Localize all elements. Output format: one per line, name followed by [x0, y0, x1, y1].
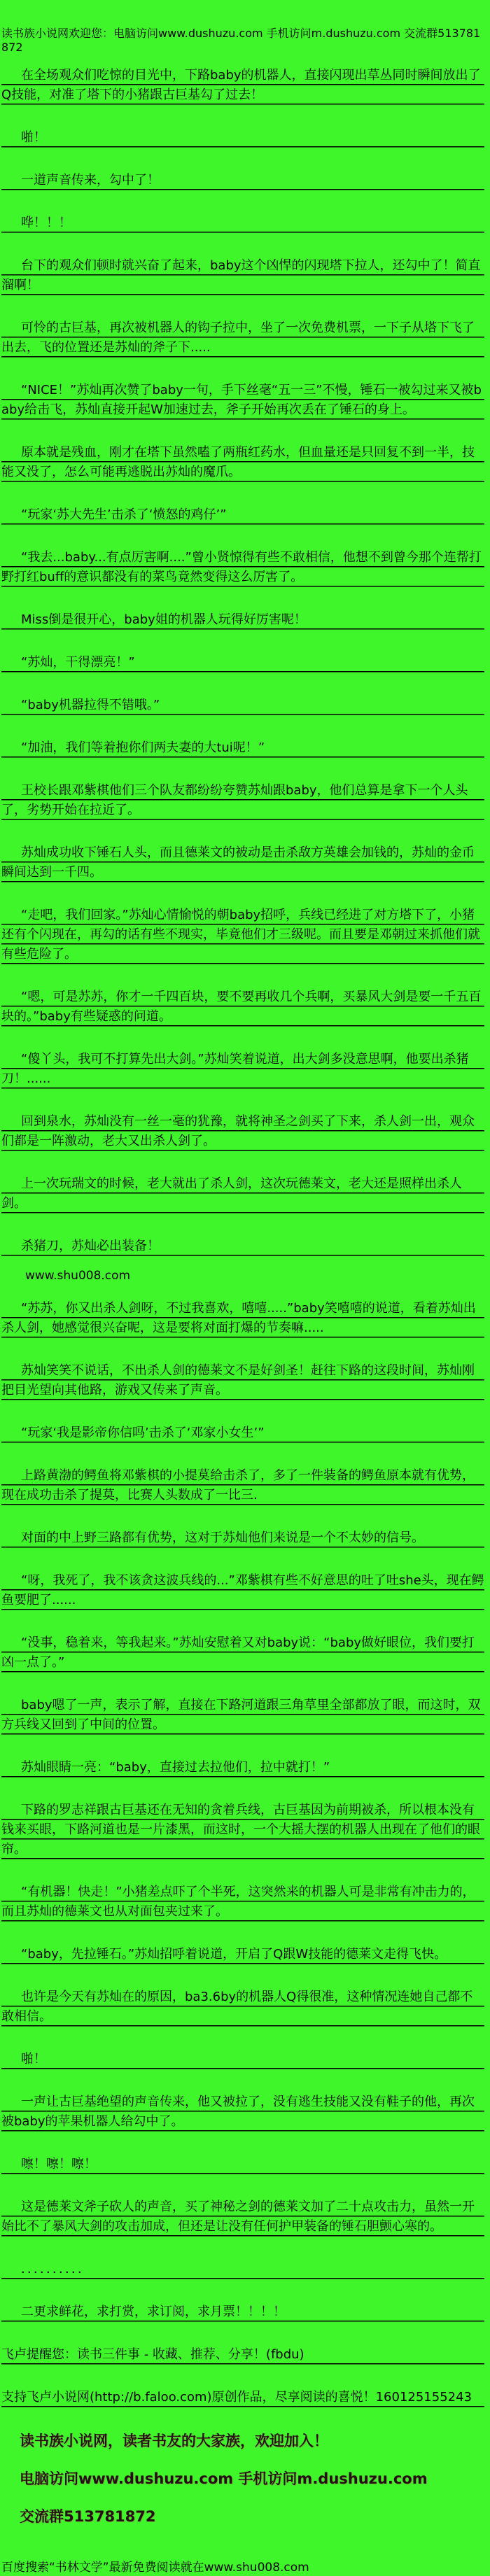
paragraph: 回到泉水，苏灿没有一丝一毫的犹豫，就将神圣之剑买了下来，杀人剑一出，观众们都是一阵激动，老大又出杀人剑了。	[1, 1112, 484, 1151]
dialogue-paragraph: “苏灿，干得漂亮！”	[1, 653, 484, 673]
dialogue-paragraph: “没事，稳着来，等我起来。”苏灿安慰着又对baby说：“baby做好眼位，我们要打凶一点了。”	[1, 1633, 484, 1673]
kill-announcement: “玩家‘我是影帝你信吗’击杀了‘邓家小女生’”	[1, 1423, 484, 1443]
paragraph: 苏灿成功收下锤石人头，而且德莱文的被动是击杀敌方英雄会加钱的，苏灿的金币瞬间达到一千四。	[1, 843, 484, 882]
paragraph: 原本就是残血，刚才在塔下虽然嗑了两瓶红药水，但血量还是只回复不到一半，技能又没了，怎么可能再逃脱出苏灿的魔爪。	[1, 443, 484, 482]
watermark-site-link: www.shu008.com	[25, 1269, 131, 1283]
sfx-paragraph: 嚓！嚓！嚓！	[1, 2155, 484, 2174]
sfx-paragraph: 啪！	[1, 128, 484, 148]
paragraph: 可怜的古巨基，再次被机器人的钩子拉中，坐了一次免费机票，一下子从塔下飞了出去，飞的位置还是苏灿的斧子下.....	[1, 318, 484, 358]
paragraph: Miss倒是很开心，baby姐的机器人玩得好厉害呢！	[1, 610, 484, 630]
paragraph: 一声让古巨基绝望的声音传来，他又被拉了，没有逃生技能又没有鞋子的他，再次被baby的苹果机器人给勾中了。	[1, 2092, 484, 2132]
paragraph: 台下的观众们顿时就兴奋了起来，baby这个凶悍的闪现塔下拉人，还勾中了！简直溜啊！	[1, 256, 484, 295]
author-note: 二更求鲜花，求打赏，求订阅，求月票！！！！	[1, 2302, 484, 2322]
paragraph: 这是德莱文斧子砍人的声音，买了神秘之剑的德莱文加了二十点攻击力，虽然一开始比不了暴风大剑的攻击加成，但还是让没有任何护甲装备的锤石胆颤心寒的。	[1, 2197, 484, 2237]
paragraph: 杀猪刀，苏灿必出装备！	[1, 1237, 484, 1256]
dialogue-paragraph: “有机器！快走！”小猪差点吓了个半死，这突然来的机器人可是非常有冲击力的，而且苏灿的德莱文也从对面包夹过来了。	[1, 1882, 484, 1922]
paragraph: “我去...baby...有点厉害啊....”曾小贤惊得有些不敢相信，他想不到曾今那个连帮打野打红buff的意识都没有的菜鸟竟然变得这么厉害了。	[1, 548, 484, 587]
paragraph: 一道声音传来，勾中了！	[1, 171, 484, 190]
paragraph: 王校长跟邓紫棋他们三个队友都纷纷夸赞苏灿跟baby，他们总算是拿下一个人头了，劣势开始在拉近了。	[1, 781, 484, 820]
paragraph: 苏灿眼睛一亮：“baby，直接过去拉他们，拉中就打！”	[1, 1758, 484, 1778]
footer-promo-line: 读书族小说网，读者书友的大家族，欢迎加入！	[20, 2433, 328, 2449]
faloo-support-line: 支持飞卢小说网(http://b.faloo.com)原创作品，尽享阅读的喜悦！160125155243	[1, 2388, 484, 2407]
anti-piracy-header: 读书族小说网欢迎您：电脑访问www.dushuzu.com 手机访问m.dushuzu.com 交流群513781872	[1, 27, 481, 54]
footer-site-urls: 电脑访问www.dushuzu.com 手机访问m.dushuzu.com	[20, 2470, 428, 2487]
paragraph: “呀，我死了，我不该贪这波兵线的...”邓紫棋有些不好意思的吐了吐she头，现在鳄鱼要肥了......	[1, 1571, 484, 1610]
kill-announcement: “玩家‘苏大先生’击杀了‘愤怒的鸡仔’”	[1, 505, 484, 525]
paragraph: 上一次玩瑞文的时候，老大就出了杀人剑，这次玩德莱文，老大还是照样出杀人剑。	[1, 1174, 484, 1213]
paragraph: 对面的中上野三路都有优势，这对于苏灿他们来说是一个不太妙的信号。	[1, 1528, 484, 1548]
paragraph: “NICE！”苏灿再次赞了baby一句，手下丝毫“五一三”不慢，锤石一被勾过来又被baby给击飞，苏灿直接开起W加速过去，斧子开始再次丢在了锤石的身上。	[1, 381, 484, 420]
dialogue-paragraph: “baby，先拉锤石。”苏灿招呼着说道，开启了Q跟W技能的德莱文走得飞快。	[1, 1945, 484, 1964]
paragraph: 也许是今天有苏灿在的原因，ba3.6by的机器人Q得很准，这种情况连她自己都不敢相信。	[1, 1987, 484, 2027]
dialogue-paragraph: “傻丫头，我可不打算先出大剑。”苏灿笑着说道，出大剑多没意思啊，他要出杀猪刀！......	[1, 1050, 484, 1089]
site-footer	[1, 2430, 484, 2576]
sfx-paragraph: 哗！！！	[1, 213, 484, 233]
footer-baidu-search-line: 百度搜索“书林文学”最新免费阅读就在www.shu008.com	[1, 2561, 309, 2575]
paragraph: 在全场观众们吃惊的目光中，下路baby的机器人，直接闪现出草丛同时瞬间放出了Q技能，对准了塔下的小猪跟古巨基勾了过去！	[1, 66, 484, 105]
dialogue-paragraph: “苏苏，你又出杀人剑呀，不过我喜欢，嘻嘻.....”baby笑嘻嘻的说道，看着苏灿出杀人剑，她感觉很兴奋呢，这是要将对面打爆的节奏嘛.....	[1, 1299, 484, 1338]
paragraph: “走吧，我们回家。”苏灿心情愉悦的朝baby招呼，兵线已经进了对方塔下了，小猪还有个闪现在，再勾的话有些不现实，毕竟他们才三级呢。而且要是邓朝过来抓他们就有些危险了。	[1, 906, 484, 964]
paragraph: 苏灿笑笑不说话，不出杀人剑的德莱文不是好剑圣！赶往下路的这段时间，苏灿刚把目光望向其他路，游戏又传来了声音。	[1, 1361, 484, 1400]
paragraph: baby嗯了一声，表示了解，直接在下路河道跟三角草里全部都放了眼，而这时，双方兵线又回到了中间的位置。	[1, 1696, 484, 1735]
dialogue-paragraph: “加油，我们等着抱你们两夫妻的大tui呢！”	[1, 738, 484, 758]
faloo-reminder: 飞卢提醒您：读书三件事 - 收藏、推荐、分享！(fbdu)	[1, 2345, 484, 2365]
sfx-paragraph: 啪！	[1, 2050, 484, 2069]
dialogue-paragraph: “baby机器拉得不错哦。”	[1, 696, 484, 715]
dots-separator: ．．．．．．．．．．	[1, 2260, 484, 2279]
paragraph: 下路的罗志祥跟古巨基还在无知的贪着兵线，古巨基因为前期被杀，所以根本没有钱来买眼，下路河道也是一片漆黑，而这时，一个大摇大摆的机器人出现在了他们的眼帘。	[1, 1801, 484, 1859]
paragraph: 上路黄渤的鳄鱼将邓紫棋的小提莫给击杀了，多了一件装备的鳄鱼原本就有优势，现在成功击杀了提莫，比赛人头数成了一比三.	[1, 1466, 484, 1505]
footer-qq-group: 交流群513781872	[20, 2508, 156, 2525]
dialogue-paragraph: “嗯，可是苏苏，你才一千四百块，要不要再收几个兵啊，买暴风大剑是要一千五百块的。”baby有些疑惑的问道。	[1, 987, 484, 1027]
